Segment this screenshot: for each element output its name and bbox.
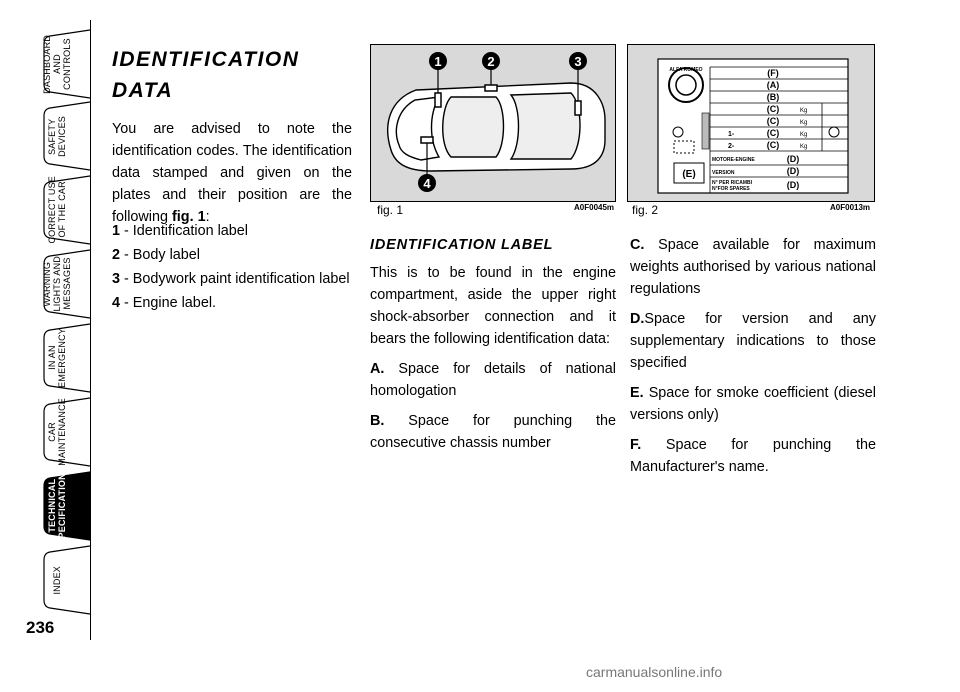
chapter-tab-label: CAR MAINTENANCE (47, 398, 67, 466)
item-b (370, 410, 616, 454)
item-b-text: Space for punching the consecutive chassis number (370, 413, 616, 451)
item-c-text: Space available for maximum weights authorised by various national regulations (630, 237, 876, 297)
row-f: (F) (767, 68, 779, 78)
item-number: 3 (112, 271, 121, 287)
page-number: 236 (26, 618, 55, 637)
hatched-area (702, 113, 709, 149)
chapter-tab-label: TECHNICAL SPECIFICATIONS (47, 467, 67, 545)
item-a (370, 358, 616, 402)
item-d (630, 308, 876, 374)
marker-1-text: 1 (434, 54, 442, 69)
intro-colon: : (205, 209, 210, 225)
row-a: (A) (766, 80, 780, 90)
car-outline-drawing (371, 45, 615, 201)
item-b-key: B. (370, 413, 385, 429)
figure-1-caption: fig. 1 (377, 203, 404, 217)
item-text: - Identification label (120, 223, 249, 239)
label-plate-drawing (628, 45, 874, 201)
unit-kg: Kg (800, 120, 808, 126)
identification-label-section (370, 234, 616, 462)
row-c4: (C) (766, 140, 780, 150)
unit-kg: Kg (800, 132, 808, 138)
item-f-key: F. (630, 437, 642, 453)
item-number: 2 (112, 247, 121, 263)
row-b: (B) (766, 92, 780, 102)
item-f-text: Space for punching the Manufacturer's name. (630, 437, 876, 475)
item-a-key: A. (370, 361, 385, 377)
figure-2-code: A0F0013m (830, 203, 871, 212)
figure-1-car-top-view (370, 44, 616, 202)
item-c (630, 234, 876, 300)
tab-divider-line (90, 20, 91, 640)
section-paragraph: This is to be found in the engine compartment, aside the upper right shock-absorber connection and it bears the following identification data: (370, 265, 616, 347)
row-d-spares: (D) (786, 180, 800, 190)
chapter-tab[interactable] (24, 396, 90, 468)
item-e-key: E. (630, 385, 644, 401)
rivet-hole-right (829, 127, 839, 137)
chapter-tab-label: SAFETY DEVICES (47, 115, 67, 157)
row-d-engine: (D) (786, 154, 800, 164)
label-2-position (485, 85, 497, 91)
item-a-text: Space for details of national homologation (370, 361, 616, 399)
label-4-position (421, 137, 433, 143)
page-title: IDENTIFICATION DATA (112, 48, 300, 102)
chapter-tab[interactable] (24, 248, 90, 320)
axle-1: 1- (728, 131, 735, 138)
marker-3-text: 3 (574, 54, 582, 69)
row-c2: (C) (766, 116, 780, 126)
axle-2: 2- (728, 143, 735, 150)
item-e-text: Space for smoke coefficient (diesel versions only) (630, 385, 876, 423)
chapter-tabs (0, 0, 92, 692)
identification-items-continued (630, 234, 876, 486)
item-text: - Body label (120, 247, 201, 263)
item-f (630, 434, 876, 478)
watermark: carmanualsonline.info (586, 664, 723, 680)
chapter-tab-label: IN AN EMERGENCY (47, 328, 67, 388)
chapter-tab[interactable] (24, 174, 90, 246)
list-item (112, 244, 362, 266)
position-list (112, 220, 362, 316)
rivet-hole-left (673, 127, 683, 137)
item-e (630, 382, 876, 426)
logo-text: ALFA ROMEO (669, 67, 703, 73)
intro-text: You are advised to note the identification codes. The identification data stamped and given on the plates and their position are the following (112, 121, 352, 225)
spares-label-1: N° PER RICAMBI (712, 180, 753, 186)
list-item (112, 268, 362, 290)
row-c1: (C) (766, 104, 780, 114)
item-number: 4 (112, 295, 121, 311)
figure-1-code: A0F0045m (574, 203, 615, 212)
unit-kg: Kg (800, 108, 808, 114)
spares-label-2: N°FOR SPARES (712, 186, 750, 192)
e-field-text: (E) (682, 169, 696, 180)
item-d-text: Space for version and any supplementary indications to those specified (630, 311, 876, 371)
chapter-tab-label: INDEX (52, 565, 62, 595)
intro-fig-ref[interactable]: fig. 1 (172, 209, 206, 225)
intro-paragraph (112, 118, 352, 228)
chapter-tab-label: CORRECT USE OF THE CAR (47, 176, 67, 244)
marker-2-text: 2 (487, 54, 495, 69)
item-d-key: D. (630, 311, 645, 327)
list-item (112, 220, 362, 242)
chapter-tab-label: WARNING LIGHTS AND MESSAGES (42, 256, 72, 312)
chapter-tab[interactable] (24, 322, 90, 394)
chapter-tab[interactable] (24, 467, 90, 545)
label-3-position (575, 101, 581, 115)
chapter-tab[interactable] (24, 544, 90, 616)
unit-kg: Kg (800, 144, 808, 150)
figure-2-caption: fig. 2 (632, 203, 659, 217)
chapter-tab-label: DASHBOARD AND CONTROLS (42, 34, 72, 94)
engine-label: MOTORE-ENGINE (712, 157, 755, 163)
row-d-version: (D) (786, 166, 800, 176)
section-heading: IDENTIFICATION LABEL (370, 237, 554, 253)
chapter-tab[interactable] (24, 28, 90, 100)
list-item (112, 292, 362, 314)
marker-4-text: 4 (423, 176, 431, 191)
version-label: VERSION (712, 170, 735, 176)
figure-2-identification-label (627, 44, 875, 202)
row-c3: (C) (766, 128, 780, 138)
item-c-key: C. (630, 237, 645, 253)
item-number: 1 (112, 223, 121, 239)
item-text: - Engine label. (120, 295, 217, 311)
item-text: - Bodywork paint identification label (120, 271, 350, 287)
chapter-tab[interactable] (24, 100, 90, 172)
label-1-position (435, 93, 441, 107)
